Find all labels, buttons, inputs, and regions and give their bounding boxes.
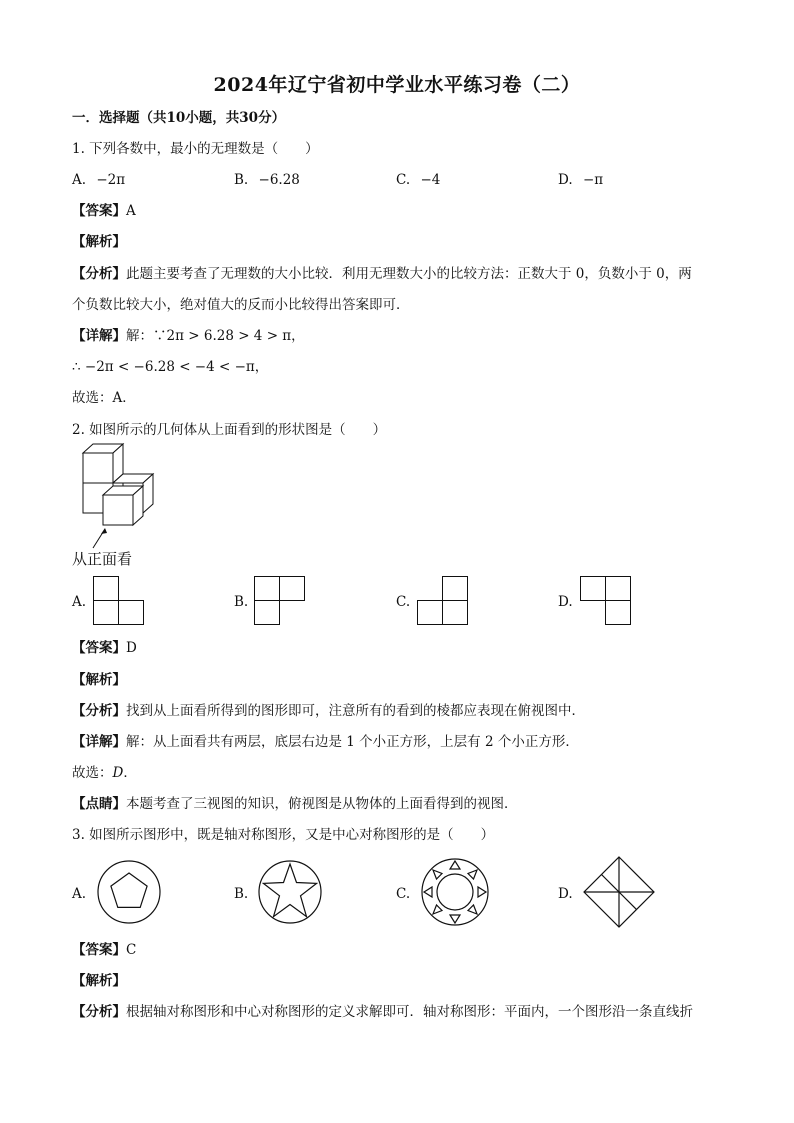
q3-option-c-letter: C. [396,886,411,902]
xiangjie-text: 解：∵2π > 6.28 > 4 > π， [126,328,305,344]
choose-prefix: 故选： [72,765,113,781]
rotated-square-pinwheel-figure [583,856,655,928]
fenxi-text: 找到从上面看所得到的图形即可，注意所有的看到的棱都应表现在俯视图中． [126,703,585,719]
q1-fenxi [72,264,692,284]
answer-value: A [126,203,136,219]
xiangjie-tag: 【详解】 [72,734,126,750]
answer-tag: 【答案】 [72,942,126,958]
q3-fenxi [72,1002,693,1022]
q3-stem: 3. 如图所示图形中，既是轴对称图形，又是中心对称图形的是（ ） [72,827,495,843]
q2-option-a-figure [93,576,145,626]
q3-option-a-letter: A. [72,886,87,902]
q2-analysis-tag [72,670,126,690]
xiangjie-tag: 【详解】 [72,328,126,344]
option-letter: A. [72,172,87,188]
analysis-tag: 【解析】 [72,973,126,989]
q2-answer [72,638,137,658]
page-title: 2024年辽宁省初中学业水平练习卷（二） [213,74,581,96]
q1-answer [72,201,136,221]
q2-xiangjie [72,732,579,752]
q1-option-a [72,170,125,190]
q2-fenxi [72,701,585,721]
q3-option-b-letter: B. [234,886,249,902]
answer-value: D [126,640,137,656]
fenxi-tag: 【分析】 [72,703,126,719]
option-letter: D. [558,172,573,188]
q1-choose: 故选：A． [72,390,136,406]
q1-analysis-tag [72,232,126,252]
q2-choose [72,763,137,783]
answer-value: C [126,942,137,958]
option-letter: B. [234,172,249,188]
analysis-tag: 【解析】 [72,234,126,250]
answer-tag: 【答案】 [72,203,126,219]
option-value: −π [582,172,604,188]
fenxi-text: 根据轴对称图形和中心对称图形的定义求解即可．轴对称图形：平面内，一个图形沿一条直线折 [126,1004,693,1020]
option-value: −2π [96,172,126,188]
q2-option-c-figure [417,576,469,626]
q2-dianjing [72,794,518,814]
cube-stack-figure [72,444,162,554]
star-in-circle-figure [258,860,322,924]
q1-xiangjie-line2: ∴ −2π < −6.28 < −4 < −π， [72,359,269,375]
q1-xiangjie [72,326,305,346]
dianjing-text: 本题考查了三视图的知识，俯视图是从物体的上面看得到的视图． [126,796,518,812]
q2-stem: 2. 如图所示的几何体从上面看到的形状图是（ ） [72,422,387,438]
section-heading: 一．选择题（共10小题，共30分） [72,110,286,126]
q1-option-c [396,170,440,190]
answer-tag: 【答案】 [72,640,126,656]
q2-option-b-letter: B. [234,594,249,610]
option-value: −4 [420,172,441,188]
q1-option-d [558,170,603,190]
q2-option-d-letter: D. [558,594,573,610]
ring-with-triangles-figure [421,858,489,926]
xiangjie-text: 解：从上面看共有两层，底层右边是 1 个小正方形，上层有 2 个小正方形． [126,734,579,750]
q2-option-a-letter: A. [72,594,87,610]
q2-option-d-figure [580,576,632,626]
q3-option-d-letter: D. [558,886,573,902]
q1-option-b [234,170,300,190]
q3-answer [72,940,136,960]
option-value: −6.28 [258,172,300,188]
option-letter: C. [396,172,411,188]
choose-letter: D [112,765,124,781]
q1-stem: 1. 下列各数中，最小的无理数是（ ） [72,141,319,157]
fenxi-text: 此题主要考查了无理数的大小比较．利用无理数大小的比较方法：正数大于 0，负数小于 0，两 [126,266,692,282]
choose-suffix: ． [123,765,137,781]
q3-analysis-tag [72,971,126,991]
dianjing-tag: 【点睛】 [72,796,126,812]
fenxi-tag: 【分析】 [72,266,126,282]
q2-option-c-letter: C. [396,594,411,610]
q1-fenxi-continued: 个负数比较大小，绝对值大的反而小比较得出答案即可． [72,297,410,313]
pentagon-in-circle-figure [97,860,161,924]
analysis-tag: 【解析】 [72,672,126,688]
figure-caption: 从正面看 [72,550,133,568]
fenxi-tag: 【分析】 [72,1004,126,1020]
q2-option-b-figure [254,576,306,626]
